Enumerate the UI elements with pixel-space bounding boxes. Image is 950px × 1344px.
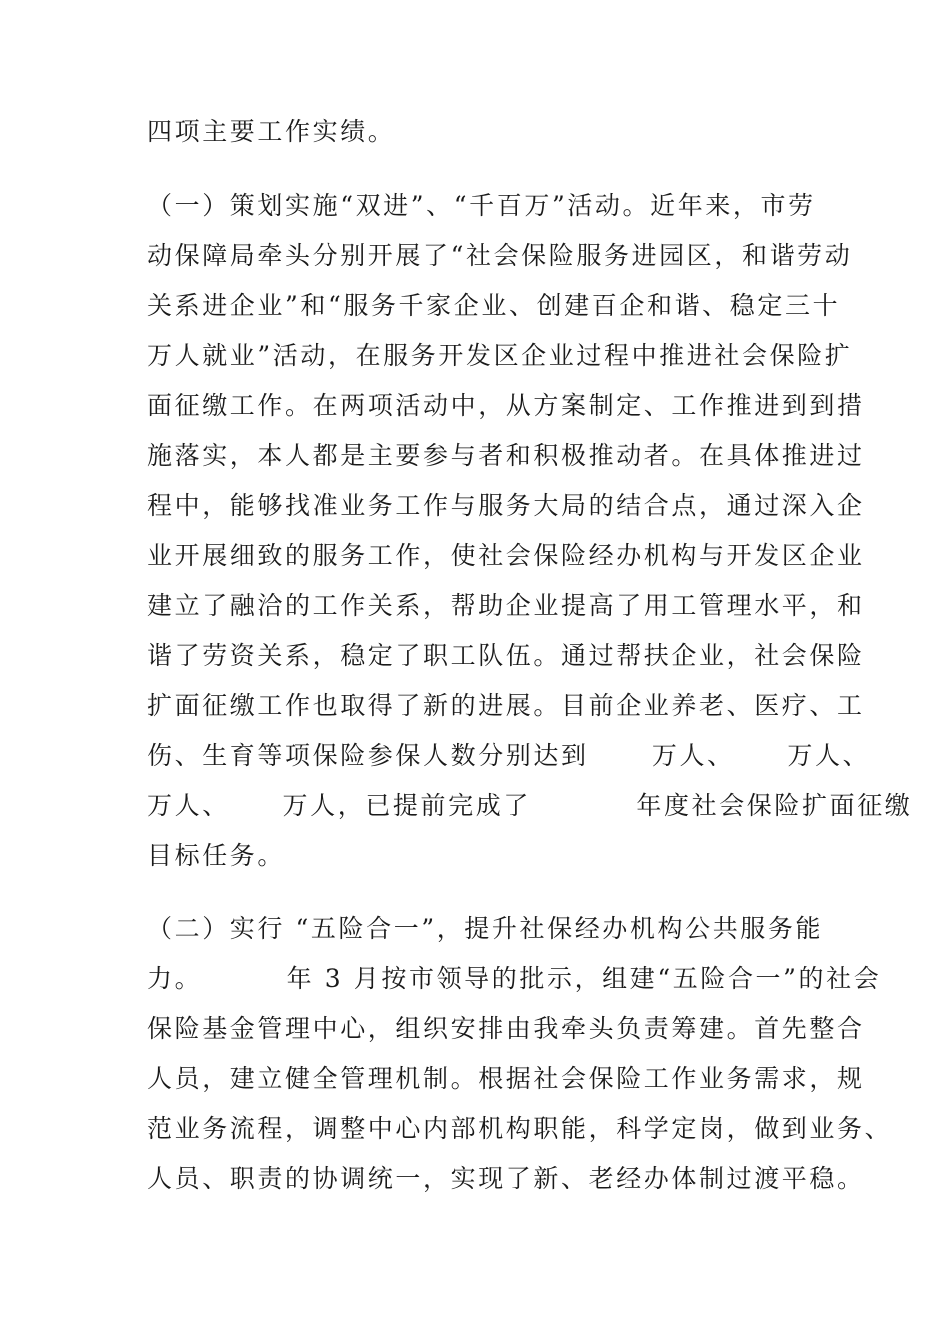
text-line: 目标任务。 <box>147 841 286 870</box>
text-line: 谐了劳资关系，稳定了职工队伍。通过帮扶企业，社会保险 <box>147 641 865 670</box>
text-line: 动保障局牵头分别开展了“社会保险服务进园区，和谐劳动 <box>147 241 853 270</box>
text-line: 力。 年 3 月按市领导的批示，组建“五险合一”的社会 <box>147 964 882 993</box>
text-line: 程中，能够找准业务工作与服务大局的结合点，通过深入企 <box>147 491 865 520</box>
text-line: 人员，建立健全管理机制。根据社会保险工作业务需求，规 <box>147 1064 865 1093</box>
text-line: 伤、生育等项保险参保人数分别达到 万人、 万人、 <box>147 741 871 770</box>
paragraph-2-heading-line: （二）实行 “五险合一”，提升社保经办机构公共服务能 <box>147 914 824 943</box>
text-line: 扩面征缴工作也取得了新的进展。目前企业养老、医疗、工 <box>147 691 865 720</box>
text-line: 施落实，本人都是主要参与者和积极推动者。在具体推进过 <box>147 441 865 470</box>
text-line: 万人就业”活动，在服务开发区企业过程中推进社会保险扩 <box>147 341 853 370</box>
text-line: 面征缴工作。在两项活动中，从方案制定、工作推进到到措 <box>147 391 865 420</box>
text-line: 万人、 万人，已提前完成了 年度社会保险扩面征缴 <box>147 791 913 820</box>
text-line: 保险基金管理中心，组织安排由我牵头负责筹建。首先整合 <box>147 1014 865 1043</box>
text-line: 人员、职责的协调统一，实现了新、老经办体制过渡平稳。 <box>147 1164 865 1193</box>
text-line: 四项主要工作实绩。 <box>147 117 396 146</box>
text-line: 关系进企业”和“服务千家企业、创建百企和谐、稳定三十 <box>147 291 841 320</box>
text-line: 建立了融洽的工作关系，帮助企业提高了用工管理水平，和 <box>147 591 865 620</box>
text-line: 业开展细致的服务工作，使社会保险经办机构与开发区企业 <box>147 541 865 570</box>
paragraph-1-heading-line: （一）策划实施“双进”、“千百万”活动。近年来，市劳 <box>147 191 816 220</box>
text-line: 范业务流程，调整中心内部机构职能，科学定岗，做到业务、 <box>147 1114 893 1143</box>
